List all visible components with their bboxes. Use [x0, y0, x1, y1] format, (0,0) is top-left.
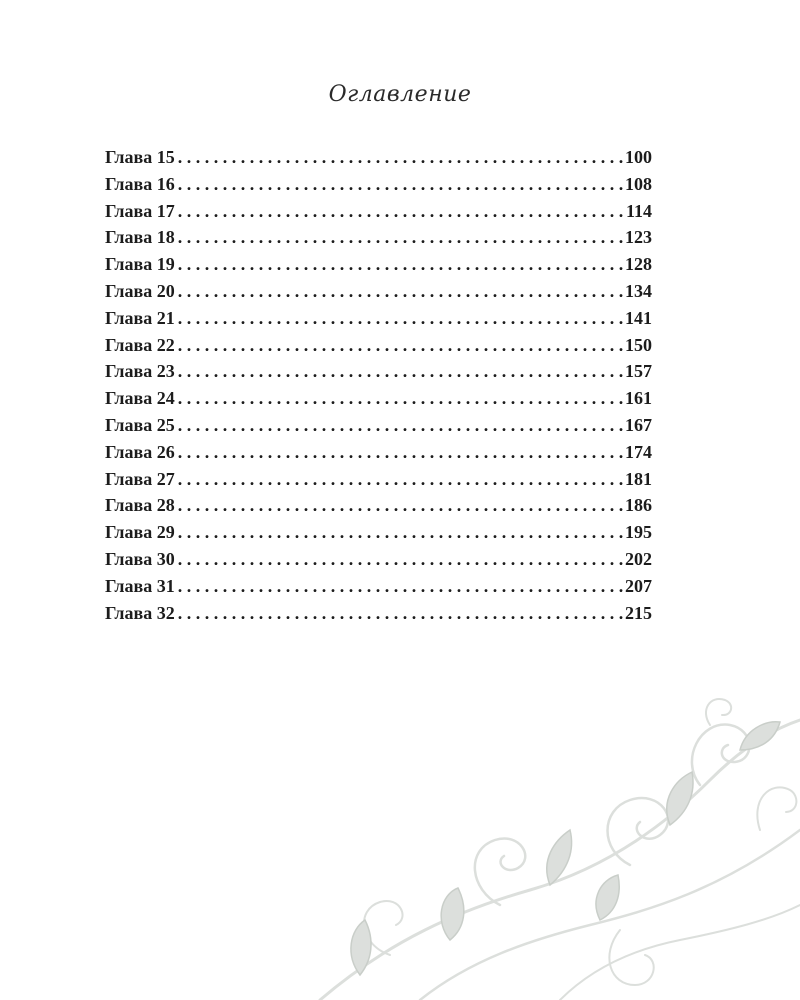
ornament-stem-3	[560, 905, 800, 1000]
dot-leader	[178, 201, 624, 222]
toc-title: Оглавление	[328, 82, 472, 107]
toc-entry[interactable]	[105, 361, 652, 388]
toc-entry-page: 181	[625, 468, 652, 489]
dot-leader	[178, 522, 623, 543]
dot-leader	[178, 361, 623, 382]
toc-entry-page: 123	[625, 227, 652, 248]
toc-entry-page: 161	[625, 388, 652, 409]
ornament-swirl-5	[609, 930, 653, 985]
toc-entry-label: Глава 26	[105, 441, 175, 462]
dot-leader	[178, 603, 623, 624]
toc-entry-label: Глава 23	[105, 361, 175, 382]
toc-entry[interactable]	[105, 174, 652, 201]
toc-entry-page: 167	[625, 414, 652, 435]
toc-entry[interactable]	[105, 388, 652, 415]
toc-entry-label: Глава 20	[105, 280, 175, 301]
ornament-swirl-6	[757, 787, 796, 830]
dot-leader	[178, 576, 623, 597]
dot-leader	[178, 174, 623, 195]
toc-entry[interactable]	[105, 549, 652, 576]
toc-entry-page: 100	[625, 147, 652, 167]
toc-entry-page: 128	[625, 254, 652, 275]
ornament-leaf-5	[441, 888, 464, 940]
toc-entry[interactable]	[105, 442, 652, 469]
ornament-swirl-1	[608, 798, 669, 865]
floral-ornament-icon	[300, 690, 800, 1000]
dot-leader	[178, 549, 623, 570]
toc-entry[interactable]	[105, 227, 652, 254]
toc-entry-page: 215	[625, 602, 652, 623]
toc-entry-page: 157	[625, 361, 652, 382]
toc-list	[105, 147, 652, 629]
toc-entry[interactable]	[105, 603, 652, 630]
toc-entry-label: Глава 16	[105, 173, 175, 194]
dot-leader	[178, 415, 623, 436]
toc-entry-label: Глава 19	[105, 254, 175, 275]
ornament-leaf-6	[596, 875, 619, 920]
toc-entry-page: 134	[625, 280, 652, 301]
toc-entry-label: Глава 29	[105, 522, 175, 543]
dot-leader	[178, 254, 623, 275]
toc-entry-label: Глава 27	[105, 468, 175, 489]
toc-entry-page: 207	[625, 575, 652, 596]
ornament-leaf-2	[667, 772, 693, 825]
toc-entry-page: 186	[625, 495, 652, 516]
ornament-swirl-7	[706, 699, 731, 725]
toc-entry-page: 141	[625, 307, 652, 328]
toc-entry[interactable]	[105, 415, 652, 442]
toc-entry[interactable]	[105, 495, 652, 522]
ornament-swirl-2	[692, 725, 749, 785]
toc-entry[interactable]	[105, 335, 652, 362]
toc-entry[interactable]	[105, 469, 652, 496]
toc-entry-label: Глава 32	[105, 602, 175, 623]
toc-entry[interactable]	[105, 308, 652, 335]
toc-entry-page: 150	[625, 334, 652, 355]
toc-entry-label: Глава 24	[105, 388, 175, 409]
toc-entry-label: Глава 22	[105, 334, 175, 355]
dot-leader	[178, 442, 623, 463]
toc-entry-label: Глава 18	[105, 227, 175, 248]
dot-leader	[178, 281, 623, 302]
toc-entry-label: Глава 15	[105, 147, 175, 167]
toc-entry-label: Глава 25	[105, 414, 175, 435]
toc-entry-page: 108	[625, 173, 652, 194]
toc-entry-label: Глава 28	[105, 495, 175, 516]
toc-entry-page: 195	[625, 522, 652, 543]
toc-entry[interactable]	[105, 576, 652, 603]
toc-entry-page: 202	[625, 548, 652, 569]
dot-leader	[178, 308, 623, 329]
dot-leader	[178, 227, 623, 248]
toc-entry[interactable]	[105, 522, 652, 549]
dot-leader	[178, 469, 623, 490]
toc-entry-page: 114	[625, 200, 652, 221]
toc-entry-label: Глава 31	[105, 575, 175, 596]
toc-entry[interactable]	[105, 281, 652, 308]
dot-leader	[178, 388, 623, 409]
toc-entry-label: Глава 21	[105, 307, 175, 328]
toc-entry-page: 174	[625, 441, 652, 462]
toc-entry[interactable]	[105, 201, 652, 228]
ornament-leaf-3	[351, 920, 371, 975]
dot-leader	[178, 147, 623, 168]
toc-entry[interactable]	[105, 147, 652, 174]
toc-entry-label: Глава 17	[105, 200, 175, 221]
dot-leader	[178, 495, 623, 516]
toc-entry[interactable]	[105, 254, 652, 281]
dot-leader	[178, 335, 623, 356]
toc-entry-label: Глава 30	[105, 548, 175, 569]
